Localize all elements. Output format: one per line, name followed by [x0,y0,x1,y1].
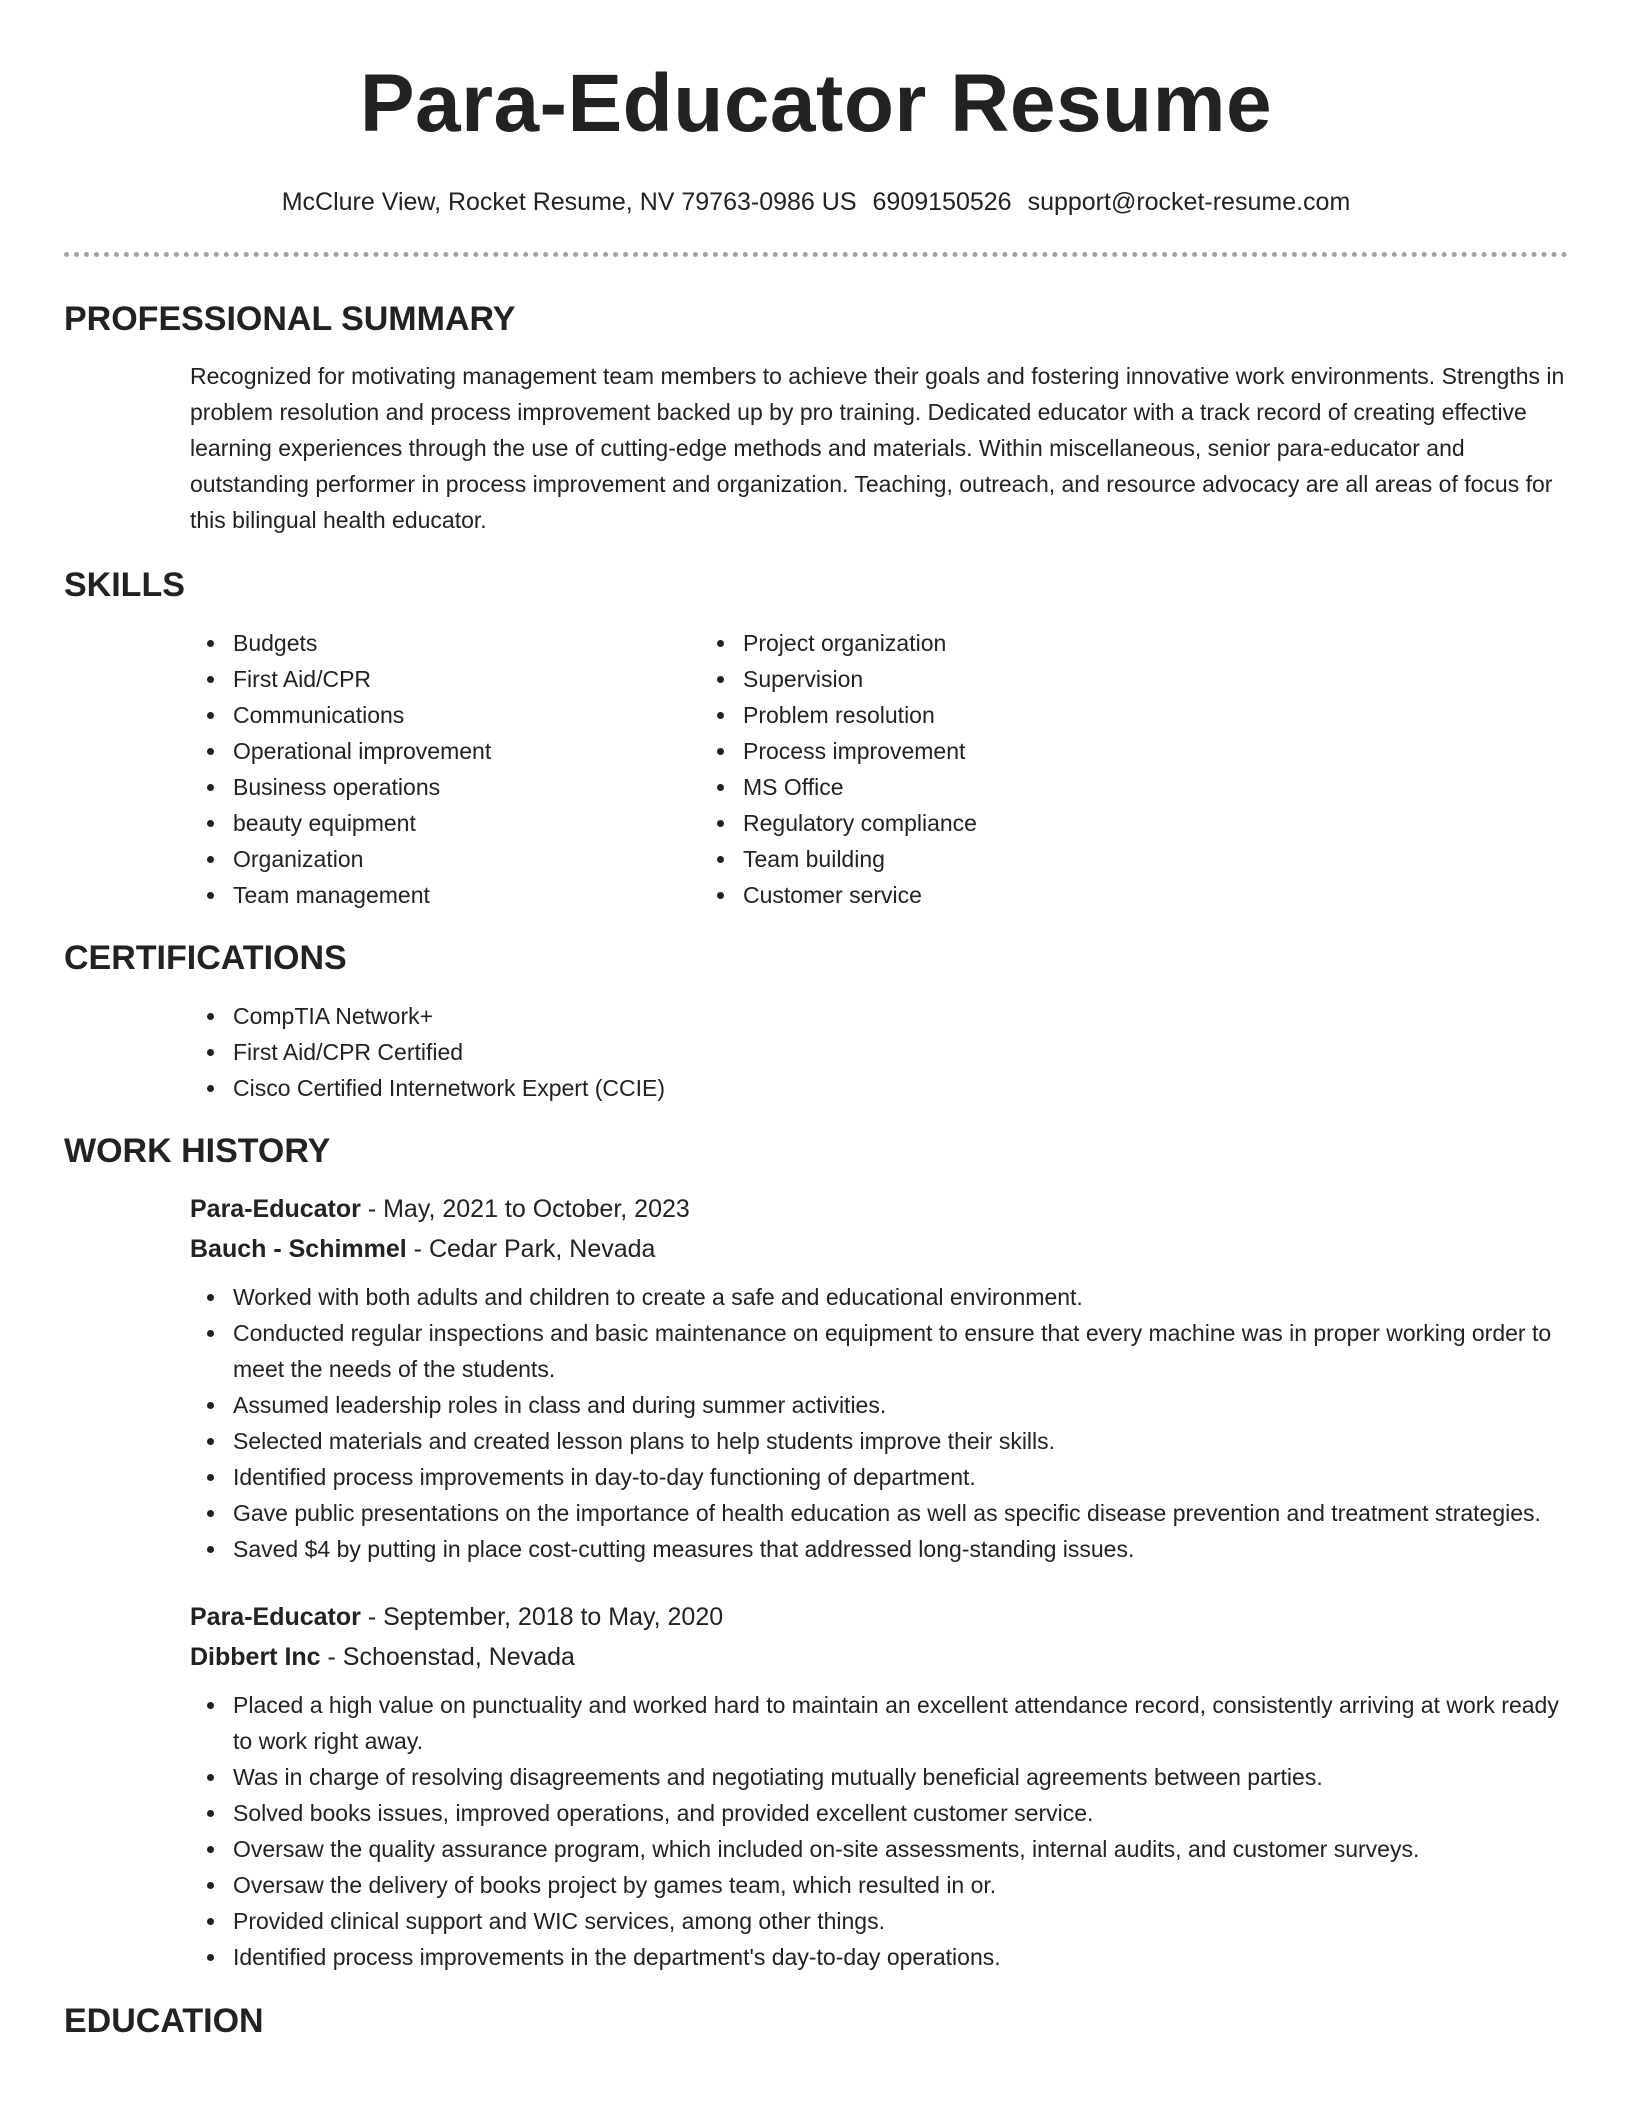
job-entry [64,1597,1568,1975]
skill-item: MS Office [743,769,1343,805]
summary-text: Recognized for motivating management team members to achieve their goals and fostering innovative work environments. Strengths in problem resolution and process improvement backed up by pro training. Dedicated educator with a track record of creating effective learning experiences through the use of cutting-edge methods and materials. Within miscellaneous, senior para-educator and outstanding performer in process improvement and organization. Teaching, outreach, and resource advocacy are all areas of focus for this bilingual health educator. [190,363,1565,533]
skill-item: Team building [743,841,1343,877]
skill-item: Process improvement [743,733,1343,769]
skill-item: Project organization [743,625,1343,661]
job-company: Dibbert Inc [190,1643,321,1671]
skill-item: Business operations [233,769,743,805]
skill-item: Budgets [233,625,743,661]
job-duty: Was in charge of resolving disagreements and negotiating mutually beneficial agreements between parties. [233,1759,1568,1795]
certification-item: Cisco Certified Internetwork Expert (CCIE) [233,1070,1568,1106]
job-company-line [190,1229,1568,1269]
job-company-line [190,1637,1568,1677]
summary-heading: PROFESSIONAL SUMMARY [64,300,516,338]
job-dates: - May, 2021 to October, 2023 [360,1195,690,1223]
skill-item: Communications [233,697,743,733]
skill-item: Regulatory compliance [743,805,1343,841]
job-duty: Assumed leadership roles in class and during summer activities. [233,1387,1568,1423]
job-location: - Schoenstad, Nevada [320,1643,575,1671]
job-title-line [190,1189,1568,1229]
job-duty: Identified process improvements in day-to-day functioning of department. [233,1459,1568,1495]
certification-item: First Aid/CPR Certified [233,1034,1568,1070]
contact-phone: 6909150526 [872,188,1012,216]
job-duties-list [190,1687,1568,1975]
skill-item: Customer service [743,877,1343,913]
contact-line [64,186,1568,218]
job-entry [64,1189,1568,1567]
job-duty: Worked with both adults and children to create a safe and educational environment. [233,1279,1568,1315]
skills-list-left [64,625,743,913]
certifications-heading: CERTIFICATIONS [64,939,347,977]
skill-item: beauty equipment [233,805,743,841]
job-duty: Placed a high value on punctuality and worked hard to maintain an excellent attendance record, consistently arriving at work ready to work right away. [233,1687,1568,1759]
job-duty: Oversaw the delivery of books project by games team, which resulted in or. [233,1867,1568,1903]
job-company: Bauch - Schimmel [190,1235,407,1263]
job-duty: Gave public presentations on the importance of health education as well as specific disease prevention and treatment strategies. [233,1495,1568,1531]
job-duty: Saved $4 by putting in place cost-cutting measures that addressed long-standing issues. [233,1531,1568,1567]
resume-title: Para-Educator Resume [359,58,1273,149]
education-heading: EDUCATION [64,2002,264,2040]
certification-item: CompTIA Network+ [233,998,1568,1034]
job-duty: Provided clinical support and WIC services, among other things. [233,1903,1568,1939]
work-history-heading: WORK HISTORY [64,1132,331,1170]
job-title-line [190,1597,1568,1637]
header-divider [64,252,1568,257]
skill-item: Team management [233,877,743,913]
job-duties-list [190,1279,1568,1567]
job-role: Para-Educator [190,1195,361,1223]
contact-address: McClure View, Rocket Resume, NV 79763-0986 US [281,188,857,216]
resume-page [64,0,1568,2041]
skill-item: Supervision [743,661,1343,697]
certifications-list [64,998,1568,1106]
skill-item: First Aid/CPR [233,661,743,697]
job-duty: Identified process improvements in the department's day-to-day operations. [233,1939,1568,1975]
skills-grid [64,625,1568,913]
job-duty: Solved books issues, improved operations, and provided excellent customer service. [233,1795,1568,1831]
contact-email[interactable]: support@rocket-resume.com [1027,188,1351,216]
skill-item: Organization [233,841,743,877]
skill-item: Operational improvement [233,733,743,769]
job-role: Para-Educator [190,1603,361,1631]
job-duty: Selected materials and created lesson plans to help students improve their skills. [233,1423,1568,1459]
skill-item: Problem resolution [743,697,1343,733]
skills-list-right [743,625,1343,913]
skills-heading: SKILLS [64,566,185,604]
job-duty: Conducted regular inspections and basic maintenance on equipment to ensure that every machine was in proper working order to meet the needs of the students. [233,1315,1568,1387]
job-location: - Cedar Park, Nevada [406,1235,656,1263]
job-duty: Oversaw the quality assurance program, which included on-site assessments, internal audits, and customer surveys. [233,1831,1568,1867]
job-dates: - September, 2018 to May, 2020 [360,1603,724,1631]
